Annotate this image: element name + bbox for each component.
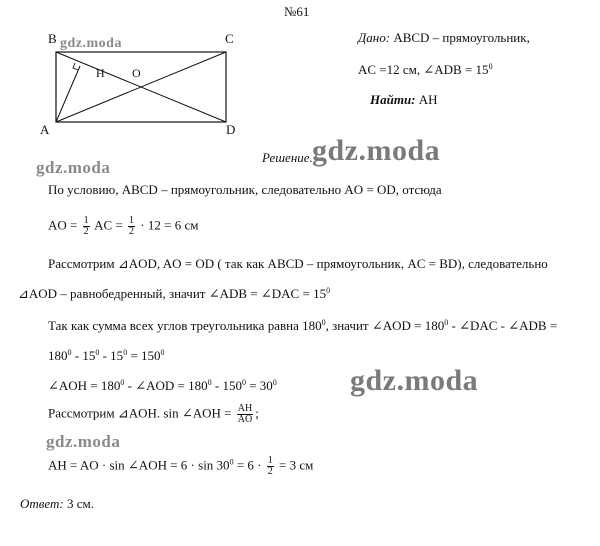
- l6-s2: 0: [95, 348, 100, 357]
- l5-sup-2: 0: [444, 318, 449, 327]
- problem-number: №61: [284, 4, 310, 19]
- l8-b: ;: [255, 405, 259, 421]
- fraction-half-2: [128, 216, 135, 237]
- l6-d: = 150: [127, 348, 161, 363]
- l5-sup: 0: [321, 318, 326, 327]
- label-c: C: [225, 31, 234, 46]
- solution-line-7: [48, 378, 277, 394]
- label-h: H: [96, 66, 105, 80]
- l4-text: ⊿AOD – равнобедренный, значит ∠ADB = ∠DAC = 15: [18, 286, 327, 301]
- given-line-3: [370, 92, 438, 108]
- watermark-3: gdz.moda: [36, 158, 111, 177]
- l4-sup: 0: [326, 286, 331, 295]
- solution-line-5: [48, 318, 557, 334]
- given-sup-2: 0: [488, 62, 493, 71]
- right-angle-mark: [73, 63, 78, 70]
- l9-a: AH = AO · sin ∠AOH = 6 · sin 30: [48, 457, 230, 473]
- answer-line: [20, 496, 94, 512]
- l7-a: ∠AOH = 180: [48, 378, 121, 393]
- l7-c: - 150: [211, 378, 242, 393]
- frac1-num: 1: [83, 215, 89, 226]
- l2-part-a: AO =: [48, 217, 81, 233]
- given-line-1: [358, 30, 530, 46]
- l9-b: = 6 ·: [233, 457, 265, 473]
- label-d: D: [226, 122, 236, 137]
- solution-line-4: [18, 286, 330, 302]
- l7-s1: 0: [120, 378, 125, 387]
- answer-text: 3 см.: [63, 496, 94, 511]
- find-label: Найти:: [370, 92, 416, 107]
- l2-part-b: AC =: [91, 217, 127, 233]
- frac1-den: 2: [83, 226, 89, 237]
- solution-line-9: [48, 456, 313, 477]
- solution-line-1: По условию, ABCD – прямоугольник, следовательно AO = OD, отсюда: [48, 182, 442, 197]
- l5-text-c: - ∠DAC - ∠ADB =: [448, 318, 558, 333]
- label-a: A: [40, 122, 50, 137]
- l7-s4: 0: [272, 378, 277, 387]
- l6-a: 180: [48, 348, 68, 363]
- frac3-den: AO: [237, 414, 253, 425]
- given-text-1: ABCD – прямоугольник,: [393, 30, 530, 45]
- l5-text-b: , значит ∠AOD = 180: [325, 318, 445, 333]
- given-label: Дано:: [358, 30, 391, 45]
- l2-part-c: · 12 = 6 см: [137, 217, 199, 233]
- l8-a: Рассмотрим ⊿AOH. sin ∠AOH =: [48, 405, 235, 421]
- fraction-half-3: [267, 456, 274, 477]
- frac2-num: 1: [129, 215, 135, 226]
- given-line-2: [358, 62, 493, 78]
- solution-line-3: Рассмотрим ⊿AOD, AO = OD ( так как ABCD – прямоугольник, AC = BD), следовательно: [48, 256, 548, 271]
- find-text: AH: [418, 92, 438, 107]
- l5-text: Так как сумма всех углов треугольника равна 180: [48, 318, 322, 333]
- frac4-num: 1: [267, 455, 273, 466]
- l6-b: - 15: [71, 348, 96, 363]
- answer-label: Ответ:: [20, 496, 64, 511]
- l9-s1: 0: [229, 457, 234, 467]
- solution-line-2: [48, 216, 198, 237]
- solution-label: Решение.: [262, 150, 313, 165]
- fraction-ah-ao: [237, 404, 253, 425]
- l7-s3: 0: [241, 378, 246, 387]
- given-text-2: AC =12 см, ∠ADB = 15: [358, 62, 489, 77]
- label-b: B: [48, 31, 57, 46]
- frac2-den: 2: [129, 226, 135, 237]
- watermark-2: gdz.moda: [312, 134, 441, 167]
- watermark-1: gdz.moda: [60, 36, 122, 51]
- solution-line-6: [48, 348, 165, 364]
- frac3-num: AH: [237, 403, 253, 414]
- l7-d: = 30: [245, 378, 273, 393]
- label-o: O: [132, 66, 141, 80]
- watermark-5: gdz.moda: [46, 432, 121, 451]
- frac4-den: 2: [267, 466, 273, 477]
- l6-c: - 15: [99, 348, 124, 363]
- l6-s3: 0: [123, 348, 128, 357]
- l7-b: - ∠AOD = 180: [124, 378, 208, 393]
- l6-s4: 0: [160, 348, 165, 357]
- l6-s1: 0: [67, 348, 72, 357]
- watermark-4: gdz.moda: [350, 364, 479, 397]
- l9-c: = 3 см: [275, 457, 314, 473]
- fraction-half-1: [83, 216, 90, 237]
- l7-s2: 0: [207, 378, 212, 387]
- solution-line-8: [48, 404, 259, 425]
